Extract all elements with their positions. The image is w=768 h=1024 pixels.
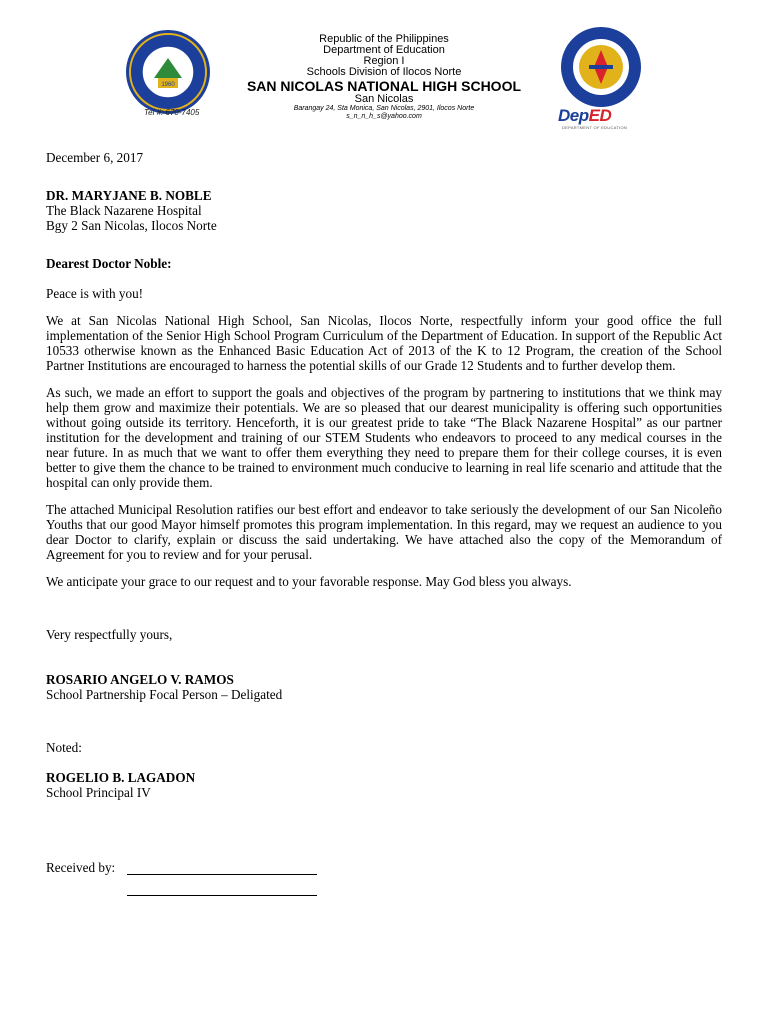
school-seal-logo — [118, 28, 218, 118]
letterhead-line: Republic of the Philippines — [319, 33, 449, 45]
deped-seal-logo — [556, 26, 646, 108]
letter-date: December 6, 2017 — [46, 150, 144, 165]
signature-lines — [127, 860, 317, 896]
school-town: San Nicolas — [354, 93, 414, 105]
letterhead-line: Region I — [363, 55, 405, 67]
recipient-line-1: The Black Nazarene Hospital — [46, 203, 202, 218]
paragraph: As such, we made an effort to support the goals and objectives of the program by partnering to institutions that we think may help them grow and maximize their potentials. We are so pleased that our dearest municipality is offering such opportunities without going outside its territory. Henceforth, it is our greatest pride to take “The Black Nazarene Hospital” as our partner institution for the development and training of our STEM Students who endeavors to proceed to any medical courses in the near future. In as much that we want to offer them everything they need to prepare them for their college courses, it is even better to give them the chance to be trained to environment much conducive to learning in real life scenario and attitude that the hospital can only provide them. — [46, 385, 722, 490]
noted-label: Noted: — [46, 740, 82, 755]
letterhead-text — [218, 34, 550, 121]
deped-wordmark-part: Dep — [558, 106, 589, 125]
school-address: Barangay 24, Sta Monica, San Nicolas, 2901, Ilocos Norte — [293, 105, 475, 112]
deped-wordmark-part: ED — [588, 106, 612, 125]
received-by-label: Received by: — [46, 860, 116, 875]
signer-1-title: School Partnership Focal Person – Deligated — [46, 687, 283, 702]
recipient-line-2: Bgy 2 San Nicolas, Ilocos Norte — [46, 218, 217, 233]
school-telephone: Tel #: 670-7405 — [144, 108, 200, 117]
letterhead-line: Department of Education — [323, 44, 445, 56]
signer-2-title: School Principal IV — [46, 785, 151, 800]
signature-line — [127, 881, 317, 896]
deped-logo-wordmark — [558, 106, 611, 125]
paragraph: We at San Nicolas National High School, San Nicolas, Ilocos Norte, respectfully inform your good office the full implementation of the Senior High School Program Curriculum of the Department of Education. In support of the Republic Act 10533 otherwise known as the Enhanced Basic Education Act of 2013 of the K to 12 Program, the creation of the School Partner Institutions are encouraged to harness the potential skills of our Grade 12 Students and to further develop them. — [46, 313, 722, 373]
school-email: s_n_n_h_s@yahoo.com — [346, 113, 422, 120]
signer-2-name: ROGELIO B. LAGADON — [46, 770, 196, 785]
deped-logo-text — [558, 106, 611, 126]
signer-1-name: ROSARIO ANGELO V. RAMOS — [46, 672, 234, 687]
paragraph: The attached Municipal Resolution ratifies our best effort and endeavor to take seriously the development of our San Nicoleño Youths that our good Mayor himself promotes this program implementation. In this regard, may we request an audience to you dear Doctor to clarify, explain or discuss the said undertaking. We have attached also the copy of the Memorandum of Agreement for you to review and for your perusal. — [46, 502, 722, 562]
svg-text:1960: 1960 — [161, 82, 175, 88]
letterhead — [118, 26, 650, 130]
recipient-name: DR. MARYJANE B. NOBLE — [46, 188, 212, 203]
greeting: Peace is with you! — [46, 286, 144, 301]
signature-line — [127, 860, 317, 875]
salutation: Dearest Doctor Noble: — [46, 256, 172, 271]
closing: Very respectfully yours, — [46, 627, 173, 642]
paragraph: We anticipate your grace to our request and to your favorable response. May God bless you always. — [46, 574, 572, 589]
letter-body — [46, 150, 722, 896]
received-by — [46, 860, 722, 896]
letterhead-line: Schools Division of Ilocos Norte — [306, 66, 462, 78]
deped-subtitle: DEPARTMENT OF EDUCATION — [562, 125, 628, 130]
school-name: SAN NICOLAS NATIONAL HIGH SCHOOL — [246, 78, 522, 94]
